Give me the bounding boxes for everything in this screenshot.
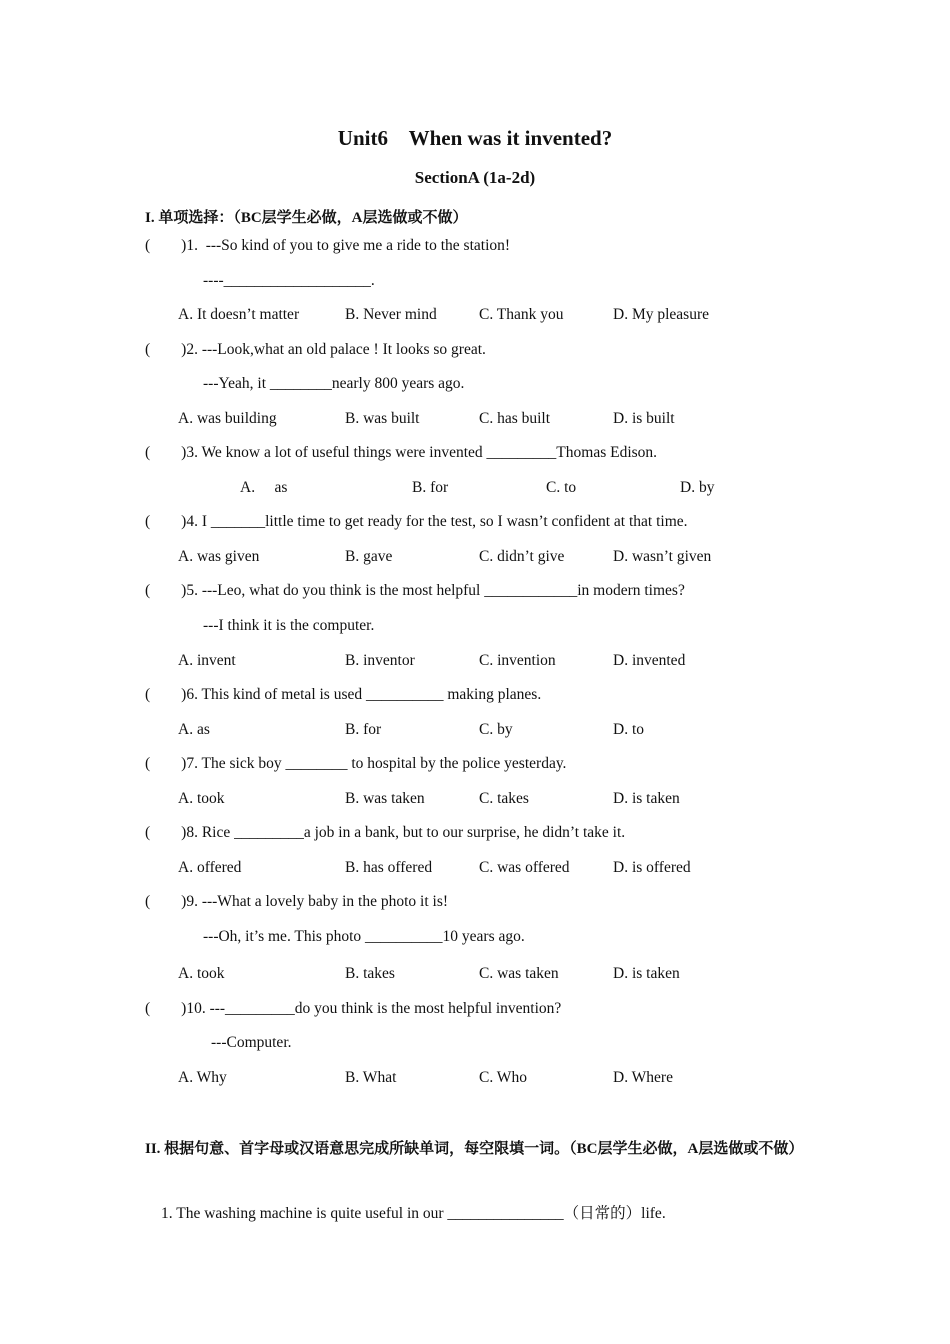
question-3-option-c: C. to bbox=[546, 479, 577, 496]
question-1-option-d: D. My pleasure bbox=[613, 306, 709, 323]
question-9-option-d: D. is taken bbox=[613, 965, 680, 982]
question-8-option-b: B. has offered bbox=[345, 859, 433, 876]
question-10-reply: ---Computer. bbox=[211, 1034, 292, 1051]
question-3-option-a: A. as bbox=[240, 479, 288, 496]
question-2-option-c: C. has built bbox=[479, 410, 551, 427]
question-3-option-d: D. by bbox=[680, 479, 715, 496]
question-10-option-b: B. What bbox=[345, 1069, 397, 1086]
question-9-stem: ( )9. ---What a lovely baby in the photo it is! bbox=[145, 893, 449, 910]
question-8-option-c: C. was offered bbox=[479, 859, 570, 876]
question-5-reply: ---I think it is the computer. bbox=[203, 617, 375, 634]
question-6-option-c: C. by bbox=[479, 721, 513, 738]
question-1-option-c: C. Thank you bbox=[479, 306, 564, 323]
question-4-option-c: C. didn’t give bbox=[479, 548, 565, 565]
question-4-option-a: A. was given bbox=[178, 548, 260, 565]
question-2-option-b: B. was built bbox=[345, 410, 420, 427]
page-title: Unit6 When was it invented? bbox=[337, 126, 613, 150]
question-4-option-b: B. gave bbox=[345, 548, 393, 565]
question-2-option-d: D. is built bbox=[613, 410, 675, 427]
question-9-option-c: C. was taken bbox=[479, 965, 559, 982]
question-6-stem: ( )6. This kind of metal is used __________ making planes. bbox=[145, 686, 542, 703]
question-5-option-b: B. inventor bbox=[345, 652, 415, 669]
question-10-stem: ( )10. ---_________do you think is the most helpful invention? bbox=[145, 1000, 562, 1017]
question-5-stem: ( )5. ---Leo, what do you think is the most helpful ____________in modern times? bbox=[145, 582, 685, 599]
question-1-option-a: A. It doesn’t matter bbox=[178, 306, 300, 323]
question-6-option-a: A. as bbox=[178, 721, 210, 738]
question-7-stem: ( )7. The sick boy ________ to hospital by the police yesterday. bbox=[145, 755, 567, 772]
question-2-reply: ---Yeah, it ________nearly 800 years ago. bbox=[203, 375, 465, 392]
section-1-heading: I. 单项选择：（BC层学生必做，A层选做或不做） bbox=[145, 210, 468, 226]
question-8-option-a: A. offered bbox=[178, 859, 242, 876]
question-7-option-d: D. is taken bbox=[613, 790, 680, 807]
question-2-option-a: A. was building bbox=[178, 410, 277, 427]
question-4-stem: ( )4. I _______little time to get ready for the test, so I wasn’t confident at that time. bbox=[145, 513, 688, 530]
question-5-option-a: A. invent bbox=[178, 652, 236, 669]
question-5-option-d: D. invented bbox=[613, 652, 686, 669]
question-9-option-a: A. took bbox=[178, 965, 225, 982]
question-9-reply: ---Oh, it’s me. This photo __________10 years ago. bbox=[203, 928, 525, 945]
question-10-option-c: C. Who bbox=[479, 1069, 527, 1086]
question-10-option-a: A. Why bbox=[178, 1069, 227, 1086]
question-1-option-b: B. Never mind bbox=[345, 306, 437, 323]
question-7-option-b: B. was taken bbox=[345, 790, 425, 807]
question-9-option-b: B. takes bbox=[345, 965, 395, 982]
question-3-stem: ( )3. We know a lot of useful things were invented _________Thomas Edison. bbox=[145, 444, 658, 461]
question-7-option-c: C. takes bbox=[479, 790, 529, 807]
question-4-option-d: D. wasn’t given bbox=[613, 548, 712, 565]
page-subtitle: SectionA (1a-2d) bbox=[414, 168, 536, 187]
question-6-option-b: B. for bbox=[345, 721, 382, 738]
question-2-stem: ( )2. ---Look,what an old palace ! It looks so great. bbox=[145, 341, 486, 358]
question-10-option-d: D. Where bbox=[613, 1069, 673, 1086]
question-1-reply: ----___________________. bbox=[203, 272, 375, 289]
question-8-option-d: D. is offered bbox=[613, 859, 691, 876]
question-6-option-d: D. to bbox=[613, 721, 644, 738]
question-8-stem: ( )8. Rice _________a job in a bank, but to our surprise, he didn’t take it. bbox=[145, 824, 626, 841]
question-1-stem: ( )1. ---So kind of you to give me a ride to the station! bbox=[145, 237, 511, 254]
question-7-option-a: A. took bbox=[178, 790, 225, 807]
question-3-option-b: B. for bbox=[412, 479, 449, 496]
section-2-item-1: 1. The washing machine is quite useful in our _______________（日常的）life. bbox=[161, 1205, 666, 1222]
question-5-option-c: C. invention bbox=[479, 652, 556, 669]
section-2-heading: II. 根据句意、首字母或汉语意思完成所缺单词，每空限填一词。（BC层学生必做，A层选做或不做） bbox=[145, 1141, 804, 1157]
